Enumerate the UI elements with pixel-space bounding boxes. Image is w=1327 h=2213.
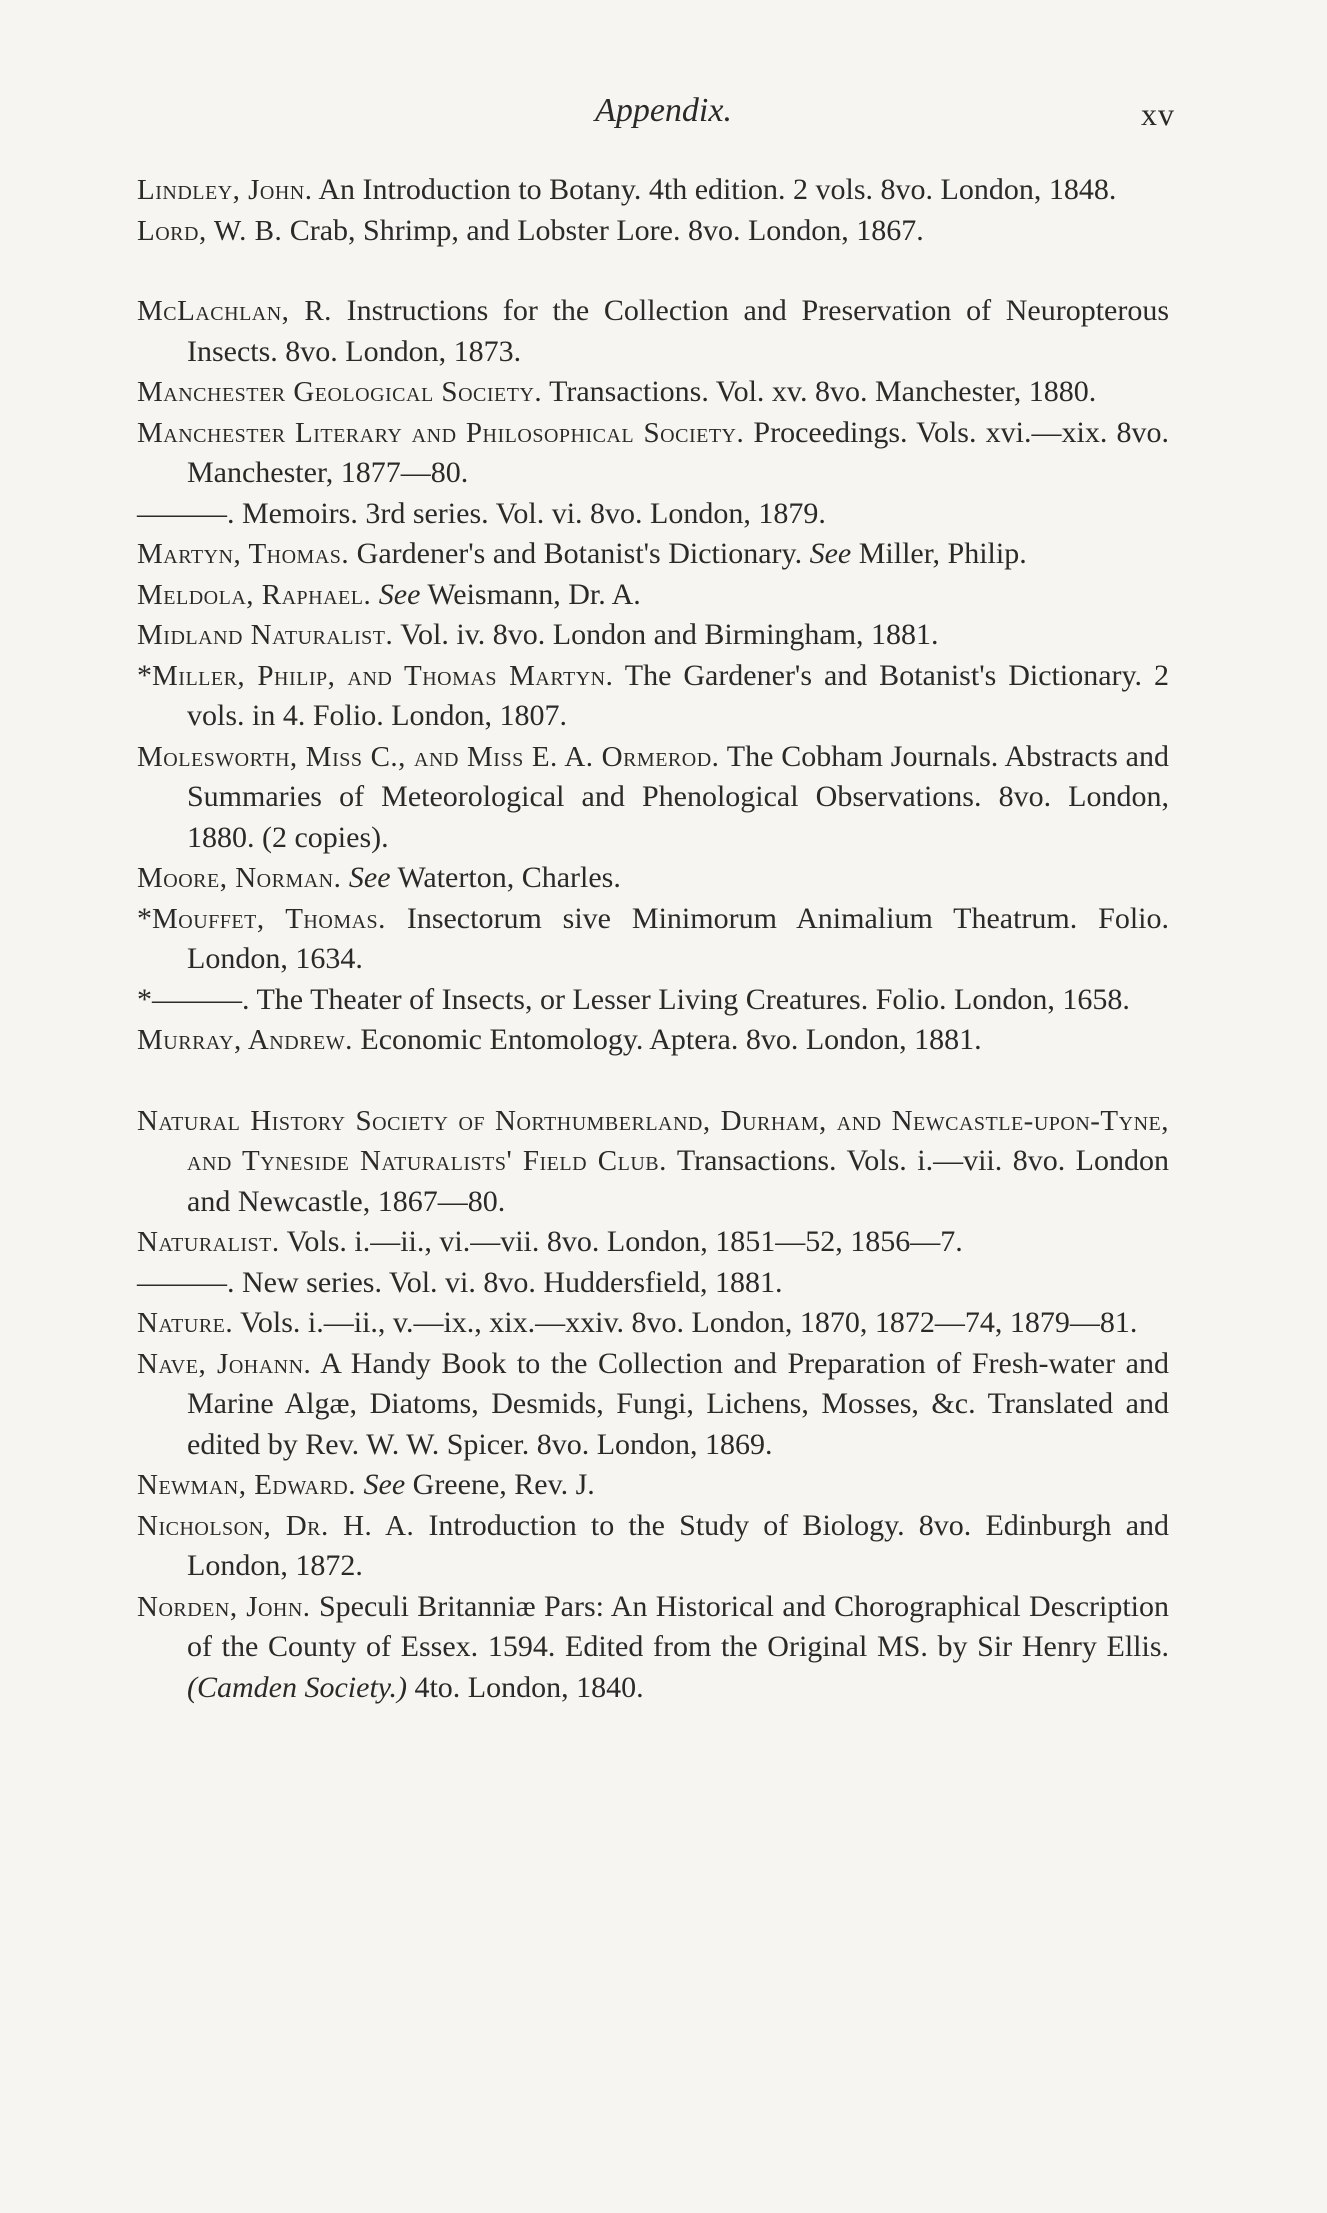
entry-text: Memoirs. 3rd series. Vol. vi. 8vo. London, 1879. <box>242 496 826 530</box>
entry-text-cont: Miller, Philip. <box>858 537 1027 570</box>
see-reference: See <box>809 537 852 570</box>
entry-text: The Gardener's and Botanist's Dictionary. 2 vols. in 4. Folio. London, 1807. <box>187 658 1169 732</box>
bibliography-list <box>0 170 1327 1708</box>
bibliography-entry <box>0 575 1327 616</box>
entry-author: Meldola, Raphael. <box>137 578 372 611</box>
entry-text: Insectorum sive Minimorum Animalium Theatrum. Folio. London, 1634. <box>187 901 1170 975</box>
bibliography-entry <box>0 899 1327 980</box>
entry-text: The Theater of Insects, or Lesser Living Creatures. Folio. London, 1658. <box>256 982 1130 1016</box>
ditto-dash: ———. <box>152 982 250 1016</box>
bibliography-entry <box>0 291 1327 372</box>
bibliography-entry <box>0 1020 1327 1061</box>
entry-author: Nature. <box>137 1307 234 1339</box>
asterisk-mark: * <box>137 658 152 692</box>
entry-author: Nave, Johann. <box>137 1347 312 1380</box>
entry-author: Mouffet, Thomas. <box>152 902 386 935</box>
page-number: xv <box>1141 96 1175 132</box>
entry-text: Speculi Britanniæ Pars: An Historical and Chorographical Description of the County of Essex. 1594. Edited from the Original MS. by Sir Henry Ellis. <box>187 1589 1170 1663</box>
bibliography-entry <box>0 170 1327 211</box>
entry-author: Newman, Edward. <box>137 1469 357 1501</box>
bibliography-entry <box>0 1303 1327 1344</box>
entry-text-cont: Waterton, Charles. <box>397 861 621 894</box>
entry-text: Vol. iv. 8vo. London and Birmingham, 1881. <box>400 618 939 651</box>
bibliography-entry <box>0 534 1327 575</box>
ditto-dash: ———. <box>137 1265 235 1299</box>
entry-text: Transactions. Vols. i.—vii. 8vo. London and Newcastle, 1867—80. <box>187 1144 1169 1218</box>
page-header <box>0 92 1327 142</box>
bibliography-entry <box>0 656 1327 737</box>
entry-author: Molesworth, Miss C., and Miss E. A. Ormerod. <box>137 740 720 773</box>
bibliography-entry <box>0 1263 1327 1304</box>
entry-author: Nicholson, Dr. H. A. <box>137 1509 415 1542</box>
entry-author: Naturalist. <box>137 1226 280 1258</box>
bibliography-entry <box>0 858 1327 899</box>
entry-text-cont: 4to. London, 1840. <box>414 1670 644 1704</box>
entry-author: Lindley, John. <box>137 174 313 206</box>
running-title: Appendix. <box>595 92 732 129</box>
see-reference: See <box>378 577 421 611</box>
bibliography-entry <box>0 1101 1327 1223</box>
entry-author: Murray, Andrew. <box>137 1024 353 1056</box>
entry-text: Transactions. Vol. xv. 8vo. Manchester, 1880. <box>549 375 1097 408</box>
bibliography-entry <box>0 980 1327 1021</box>
entry-text: Introduction to the Study of Biology. 8vo. Edinburgh and London, 1872. <box>187 1508 1170 1582</box>
asterisk-mark: * <box>137 901 152 935</box>
bibliography-entry <box>0 1222 1327 1263</box>
bibliography-entry <box>0 737 1327 859</box>
bibliography-entry <box>0 1587 1327 1709</box>
series-note: (Camden Society.) <box>187 1670 407 1704</box>
entry-author: Manchester Literary and Philosophical Society. <box>137 416 745 449</box>
asterisk-mark: * <box>137 982 152 1016</box>
entry-author: Moore, Norman. <box>137 862 342 894</box>
see-reference: See <box>348 861 391 894</box>
entry-text-cont: Weismann, Dr. A. <box>427 577 641 611</box>
entry-text: Instructions for the Collection and Preservation of Neuropterous Insects. 8vo. London, 1873. <box>187 294 1170 368</box>
entry-author: Norden, John. <box>137 1590 311 1623</box>
entry-author: Lord, W. B. <box>137 214 283 247</box>
entry-author: Martyn, Thomas. <box>137 538 350 570</box>
bibliography-entry <box>0 1344 1327 1466</box>
entry-text: New series. Vol. vi. 8vo. Huddersfield, 1881. <box>242 1265 783 1299</box>
bibliography-entry <box>0 211 1327 252</box>
ditto-dash: ———. <box>137 496 235 530</box>
entry-text: An Introduction to Botany. 4th edition. 2 vols. 8vo. London, 1848. <box>318 173 1117 206</box>
bibliography-entry <box>0 494 1327 535</box>
bibliography-entry <box>0 372 1327 413</box>
bibliography-entry <box>0 413 1327 494</box>
entry-text: The Cobham Journals. Abstracts and Summaries of Meteorological and Phenological Observations. 8vo. London, 1880. (2 copies). <box>187 739 1170 854</box>
entry-text: Vols. i.—ii., v.—ix., xix.—xxiv. 8vo. London, 1870, 1872—74, 1879—81. <box>240 1306 1138 1339</box>
entry-text: Economic Entomology. Aptera. 8vo. London, 1881. <box>360 1023 982 1056</box>
entry-author: McLachlan, R. <box>137 295 332 327</box>
entry-author: Manchester Geological Society. <box>137 376 543 408</box>
entry-text: Crab, Shrimp, and Lobster Lore. 8vo. London, 1867. <box>289 213 924 247</box>
bibliography-entry <box>0 1506 1327 1587</box>
entry-author: Natural History Society of Northumberland, Durham, and Newcastle-upon-Tyne, and Tyneside Naturalists' Field Club. <box>137 1104 1169 1177</box>
bibliography-entry <box>0 615 1327 656</box>
entry-text: Vols. i.—ii., vi.—vii. 8vo. London, 1851—52, 1856—7. <box>286 1225 963 1258</box>
entry-text: Proceedings. Vols. xvi.—xix. 8vo. Manchester, 1877—80. <box>187 415 1169 489</box>
entry-text: A Handy Book to the Collection and Preparation of Fresh-water and Marine Algæ, Diatoms, Desmids, Fungi, Lichens, Mosses, &c. Translated and edited by Rev. W. W. Spicer. 8vo. London, 1869. <box>187 1346 1169 1461</box>
entry-author: Miller, Philip, and Thomas Martyn. <box>152 659 614 692</box>
entry-author: Midland Naturalist. <box>137 619 394 651</box>
bibliography-entry <box>0 1465 1327 1506</box>
entry-text: Gardener's and Botanist's Dictionary. <box>356 537 803 570</box>
entry-text-cont: Greene, Rev. J. <box>412 1468 595 1501</box>
see-reference: See <box>363 1468 406 1501</box>
